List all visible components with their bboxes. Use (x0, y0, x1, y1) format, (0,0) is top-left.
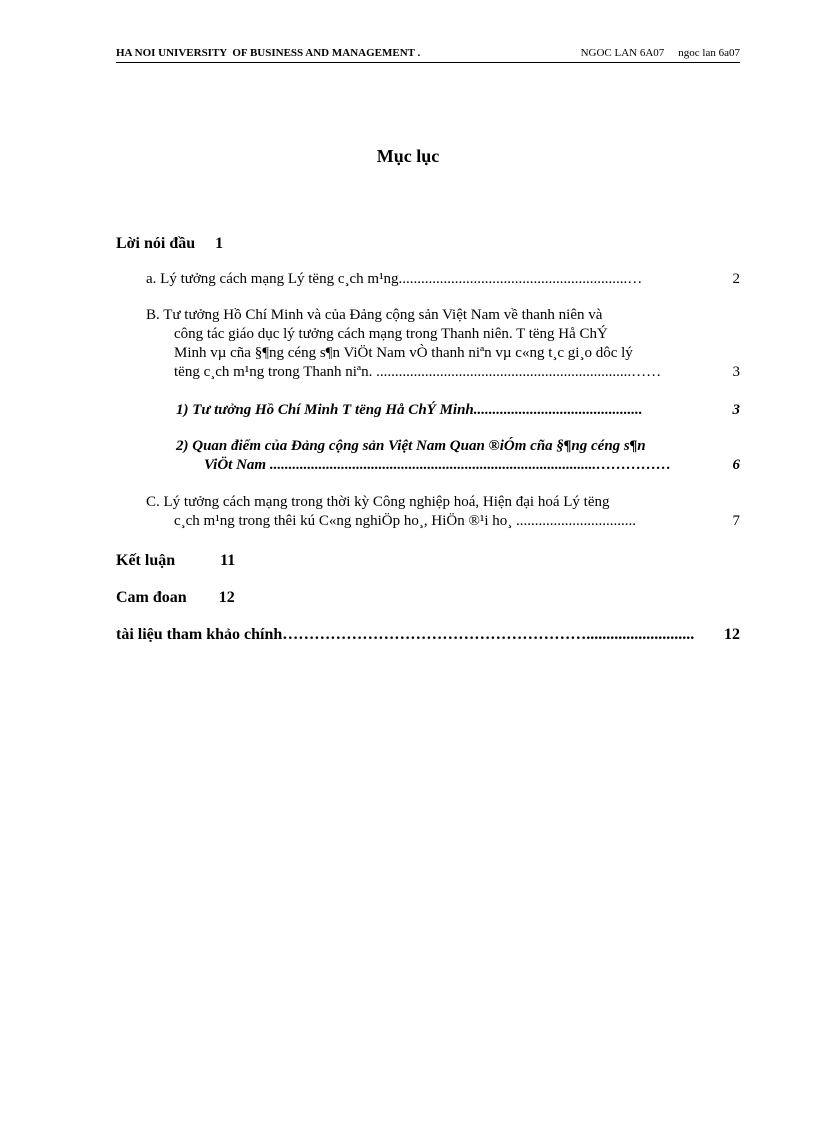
toc-entry-page: 1 (215, 235, 224, 252)
toc-entry-page: 3 (732, 364, 740, 380)
toc-entry-b[interactable] (146, 306, 740, 382)
toc-entry-text-line2: công tác giáo dục lý tưởng cách mạng trong Thanh niên. T tëng Hå ChÝ (174, 326, 608, 342)
toc-entry-tai-lieu[interactable] (116, 626, 740, 644)
toc-entry-c[interactable] (146, 493, 740, 531)
toc-entry-page: 6 (732, 457, 740, 473)
toc-entry-page: 3 (732, 402, 740, 418)
header-author (581, 47, 740, 59)
toc-entry-page: 12 (218, 589, 235, 606)
toc-entry-text: a. Lý tưởng cách mạng Lý tëng c¸ch m¹ng.............................................................… (146, 271, 643, 287)
toc-entry-text-line1: B. Tư tưởng Hồ Chí Minh và của Đảng cộng sản Việt Nam về thanh niên và (146, 307, 603, 323)
toc-entry-label: Kết luận (116, 552, 176, 569)
toc-entry-page: 7 (732, 513, 740, 529)
toc-entry-loi-noi-dau[interactable] (116, 234, 223, 253)
toc-entry-text: 1) Tư tưởng Hồ Chí Minh T tëng Hå ChÝ Minh............................................. (176, 402, 643, 418)
header-university: HA NOI UNIVERSITY OF BUSINESS AND MANAGEMENT . (116, 47, 421, 59)
toc-entry-text-line1: C. Lý tưởng cách mạng trong thời kỳ Công nghiệp hoá, Hiện đại hoá Lý tëng (146, 494, 610, 510)
toc-entry-a[interactable] (146, 270, 740, 289)
toc-entry-page: 12 (724, 626, 740, 643)
toc-entry-page: 11 (220, 552, 236, 569)
toc-entry-page: 2 (732, 271, 740, 287)
header-author-upper: NGOC LAN 6A07 (580, 47, 665, 59)
toc-entry-text-line4: tëng c¸ch m¹ng trong Thanh niªn. ....................................................................…… (174, 364, 662, 380)
toc-entry-text-line2: ViÖt Nam .......................................................................................…………… (204, 457, 672, 473)
toc-entry-b2[interactable] (176, 437, 740, 475)
toc-entry-b1[interactable] (176, 401, 740, 420)
header-author-lower: ngoc lan 6a07 (678, 47, 740, 59)
toc-entry-text-line3: Minh vµ cña §¶ng céng s¶n ViÖt Nam vÒ thanh niªn vµ c«ng t¸c gi¸o dôc lý (174, 345, 633, 361)
toc-entry-label: tài liệu tham khảo chính…………………………………………………........................... (116, 626, 695, 643)
toc-entry-label: Cam đoan (116, 589, 187, 606)
toc-title: Mục lục (376, 146, 440, 166)
toc-entry-text-line2: c¸ch m¹ng trong thêi kú C«ng nghiÖp ho¸, HiÖn ®¹i ho¸ ................................ (174, 513, 637, 529)
toc-entry-label: Lời nói đầu (116, 235, 196, 252)
toc-entry-text-line1: 2) Quan điểm của Đảng cộng sản Việt Nam Quan ®iÓm cña §¶ng céng s¶n (176, 438, 646, 454)
toc-entry-ket-luan[interactable] (116, 551, 235, 570)
page-header (116, 44, 740, 63)
toc-entry-cam-doan[interactable] (116, 588, 235, 607)
